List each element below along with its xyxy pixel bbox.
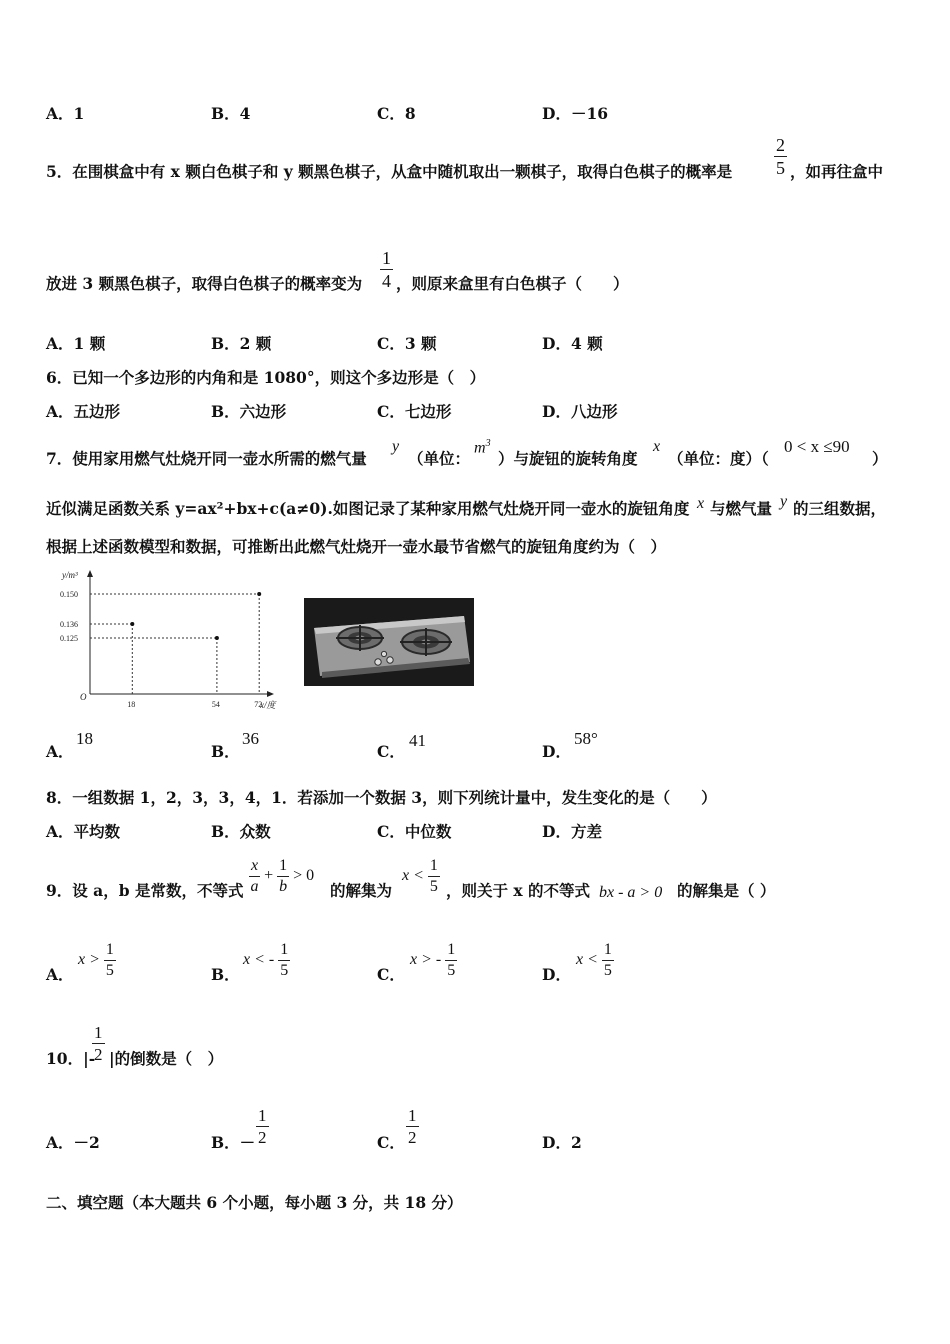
- q7-unit: $m^3$: [474, 438, 491, 457]
- q9-option-b-label: B．: [211, 965, 240, 984]
- q7-option-a-label: A．: [46, 742, 74, 761]
- q7-line3: 根据上述函数模型和数据，可推断出此燃气灶烧开一壶水最节省燃气的旋钮角度约为（ ）: [46, 537, 667, 556]
- q7-line2-b: 与燃气量: [710, 499, 773, 518]
- q7-line2-a: 近似满足函数关系 y=ax²+bx+c(a≠0).如图记录了某种家用燃气灶烧开同一壶水的旋钮角度: [46, 499, 690, 518]
- q10-option-b-label: B．－: [211, 1133, 256, 1152]
- q9-solution: x < $\frac{1}{5}$: [402, 857, 438, 895]
- q9-option-b-expr: x < - $\frac{1}{5}$: [243, 941, 289, 979]
- q10-pre: 10．|-: [46, 1049, 96, 1068]
- q7-option-c-label: C．: [377, 742, 405, 761]
- q7-var-y: y: [392, 438, 400, 455]
- q7-var-y-2: y: [780, 493, 788, 510]
- q5-fraction-2: $\frac{1}{4}$: [382, 248, 391, 291]
- chart-xlabel: x/度: [260, 700, 276, 710]
- q7-line1-e: ）: [872, 449, 888, 468]
- q10-option-d: D．2: [542, 1133, 582, 1152]
- q7-range: 0 < x ≤90: [784, 437, 850, 456]
- q10-fraction: $\frac{1}{2}$: [94, 1023, 103, 1064]
- x-tick-label-0: 18: [127, 700, 136, 709]
- q7-line1-b: （单位：: [408, 449, 471, 468]
- q8-option-a: A．平均数: [46, 822, 121, 841]
- q10-option-a: A．－2: [46, 1133, 100, 1152]
- q10-post: |的倒数是（ ）: [109, 1049, 224, 1068]
- q6-option-c: C．七边形: [377, 402, 452, 421]
- data-point-1: [215, 636, 219, 640]
- q8-option-d: D．方差: [542, 822, 602, 841]
- chart-ylabel: y/m³: [62, 570, 78, 580]
- q6-stem: 6．已知一个多边形的内角和是 1080°，则这个多边形是（ ）: [46, 368, 486, 387]
- q5-option-d: D．4 颗: [542, 334, 603, 353]
- y-tick-label-0: 0.150: [60, 590, 78, 599]
- q5-option-c: C．3 颗: [377, 334, 437, 353]
- q7-option-d-label: D．: [542, 742, 571, 761]
- q9-option-a-label: A．: [46, 965, 74, 984]
- section-2-heading: 二、填空题（本大题共 6 个小题，每小题 3 分，共 18 分）: [46, 1193, 463, 1212]
- q7-line2-c: 的三组数据，: [793, 499, 887, 518]
- q6-option-b: B．六边形: [211, 402, 287, 421]
- x-tick-label-2: 72: [254, 700, 263, 709]
- y-tick-label-1: 0.136: [60, 620, 78, 629]
- q4-option-d: D．－16: [542, 104, 609, 123]
- q10-option-c-label: C．: [377, 1133, 405, 1152]
- q8-option-b: B．众数: [211, 822, 271, 841]
- q9-mid: 的解集为: [330, 881, 393, 900]
- q4-option-a: A．1: [46, 104, 85, 123]
- x-axis-arrow: [267, 691, 274, 697]
- q9-post: ，则关于 x 的不等式: [446, 881, 591, 900]
- q9-option-d-label: D．: [542, 965, 571, 984]
- q10-option-b-fraction: $\frac{1}{2}$: [258, 1106, 267, 1147]
- q7-line1-a: 7．使用家用燃气灶烧开同一壶水所需的燃气量: [46, 449, 367, 468]
- q9-end: 的解集是（ ）: [677, 881, 776, 900]
- q9-inequality: $\frac{x}{a}$ + $\frac{1}{b}$ > 0: [250, 857, 315, 895]
- y-axis-arrow: [87, 570, 93, 577]
- q7-option-c-value: 41: [409, 731, 426, 750]
- q5-line2-post: ，则原来盒里有白色棋子（ ）: [396, 274, 629, 293]
- q6-option-d: D．八边形: [542, 402, 618, 421]
- q5-option-b: B．2 颗: [211, 334, 272, 353]
- q8-option-c: C．中位数: [377, 822, 452, 841]
- q9-option-c-label: C．: [377, 965, 405, 984]
- data-point-0: [130, 622, 134, 626]
- q9-pre: 9．设 a，b 是常数，不等式: [46, 881, 244, 900]
- q10-option-c-fraction: $\frac{1}{2}$: [408, 1106, 417, 1147]
- q7-var-x-2: x: [697, 495, 705, 512]
- q5-line1-post: ，如再往盒中: [790, 162, 884, 181]
- y-tick-label-2: 0.125: [60, 634, 78, 643]
- q7-line1-d: （单位：度）（: [668, 449, 769, 468]
- q5-fraction-1: $\frac{2}{5}$: [776, 135, 785, 178]
- gas-stove-photo: [304, 598, 474, 686]
- q4-option-b: B．4: [211, 104, 251, 123]
- data-point-2: [257, 592, 261, 596]
- q4-option-c: C．8: [377, 104, 416, 123]
- q5-option-a: A．1 颗: [46, 334, 106, 353]
- q5-line1-pre: 5．在围棋盒中有 x 颗白色棋子和 y 颗黑色棋子，从盒中随机取出一颗棋子，取得白色棋子的概率是: [46, 162, 733, 181]
- x-tick-label-1: 54: [211, 700, 220, 709]
- q6-option-a: A．五边形: [46, 402, 121, 421]
- q7-var-x: x: [653, 438, 661, 455]
- q5-line2-pre: 放进 3 颗黑色棋子，取得白色棋子的概率变为: [46, 274, 363, 293]
- q7-option-b-value: 36: [242, 729, 259, 748]
- q9-option-d-expr: x < $\frac{1}{5}$: [576, 941, 612, 979]
- q7-line1-c: ）与旋钮的旋转角度: [498, 449, 638, 468]
- q7-option-b-label: B．: [211, 742, 240, 761]
- q7-chart: [56, 568, 284, 716]
- q9-option-c-expr: x > - $\frac{1}{5}$: [410, 941, 456, 979]
- q7-option-d-value: 58°: [574, 729, 598, 748]
- q9-inequality-2: bx - a > 0: [599, 884, 663, 901]
- q7-option-a-value: 18: [76, 729, 93, 748]
- q9-option-a-expr: x > $\frac{1}{5}$: [78, 941, 114, 979]
- chart-origin: O: [80, 692, 87, 702]
- q8-stem: 8．一组数据 1，2，3，3，4，1．若添加一个数据 3，则下列统计量中，发生变化的是（ ）: [46, 788, 717, 807]
